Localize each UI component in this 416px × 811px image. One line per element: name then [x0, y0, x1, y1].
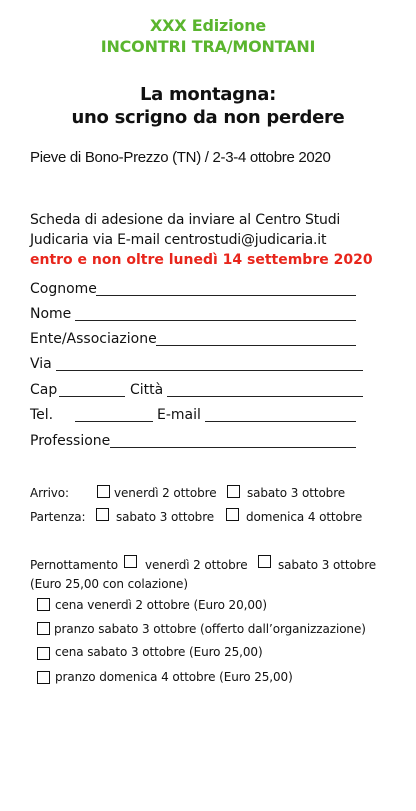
meal-saturday-dinner-label: cena sabato 3 ottobre (Euro 25,00)	[55, 645, 263, 659]
professione-label: Professione	[30, 433, 111, 449]
cognome-label: Cognome	[30, 281, 97, 297]
meal-sunday-lunch-checkbox[interactable]	[37, 671, 50, 684]
tel-label: Tel.	[30, 407, 54, 423]
overnight-saturday-label: sabato 3 ottobre	[278, 558, 377, 572]
cap-label: Cap	[30, 382, 58, 398]
overnight-label: Pernottamento	[30, 558, 119, 572]
meal-sunday-lunch-label: pranzo domenica 4 ottobre (Euro 25,00)	[55, 670, 293, 684]
edition-label: XXX Edizione	[149, 16, 267, 35]
cognome-field[interactable]	[96, 295, 356, 296]
intro-line-2: Judicaria via E-mail centrostudi@judicaria.it	[30, 232, 327, 248]
overnight-note: (Euro 25,00 con colazione)	[30, 577, 188, 591]
overnight-friday-label: venerdì 2 ottobre	[145, 558, 248, 572]
citta-label: Città	[130, 382, 164, 398]
nome-field[interactable]	[75, 320, 356, 321]
arrival-label: Arrivo:	[30, 486, 69, 500]
deadline-text: entro e non oltre lunedì 14 settembre 2020	[30, 252, 373, 268]
via-label: Via	[30, 356, 52, 372]
meal-saturday-dinner-checkbox[interactable]	[37, 647, 50, 660]
email-label: E-mail	[157, 407, 201, 423]
departure-sunday-label: domenica 4 ottobre	[246, 510, 363, 524]
overnight-saturday-checkbox[interactable]	[258, 555, 271, 568]
location-dates: Pieve di Bono-Prezzo (TN) / 2-3-4 ottobre 2020	[30, 149, 331, 166]
meal-friday-dinner-checkbox[interactable]	[37, 598, 50, 611]
meal-saturday-lunch-checkbox[interactable]	[37, 622, 50, 635]
intro-line-1: Scheda di adesione da inviare al Centro Studi	[30, 212, 341, 228]
email-field[interactable]	[205, 421, 356, 422]
ente-label: Ente/Associazione	[30, 331, 157, 347]
nome-label: Nome	[30, 306, 72, 322]
meal-friday-dinner-label: cena venerdì 2 ottobre (Euro 20,00)	[55, 598, 267, 612]
cap-field[interactable]	[59, 396, 125, 397]
tel-field[interactable]	[75, 421, 153, 422]
ente-field[interactable]	[156, 345, 356, 346]
arrival-friday-label: venerdì 2 ottobre	[114, 486, 217, 500]
departure-saturday-label: sabato 3 ottobre	[116, 510, 215, 524]
overnight-friday-checkbox[interactable]	[124, 555, 137, 568]
meal-saturday-lunch-label: pranzo sabato 3 ottobre (offerto dall’organizzazione)	[54, 622, 366, 636]
departure-saturday-checkbox[interactable]	[96, 508, 109, 521]
arrival-saturday-checkbox[interactable]	[227, 485, 240, 498]
departure-label: Partenza:	[30, 510, 86, 524]
title-line-1: La montagna:	[139, 84, 276, 105]
title-line-2: uno scrigno da non perdere	[71, 107, 345, 128]
via-field[interactable]	[56, 370, 363, 371]
departure-sunday-checkbox[interactable]	[226, 508, 239, 521]
professione-field[interactable]	[110, 447, 356, 448]
arrival-saturday-label: sabato 3 ottobre	[247, 486, 346, 500]
citta-field[interactable]	[167, 396, 363, 397]
event-name: INCONTRI TRA/MONTANI	[100, 37, 316, 56]
arrival-friday-checkbox[interactable]	[97, 485, 110, 498]
